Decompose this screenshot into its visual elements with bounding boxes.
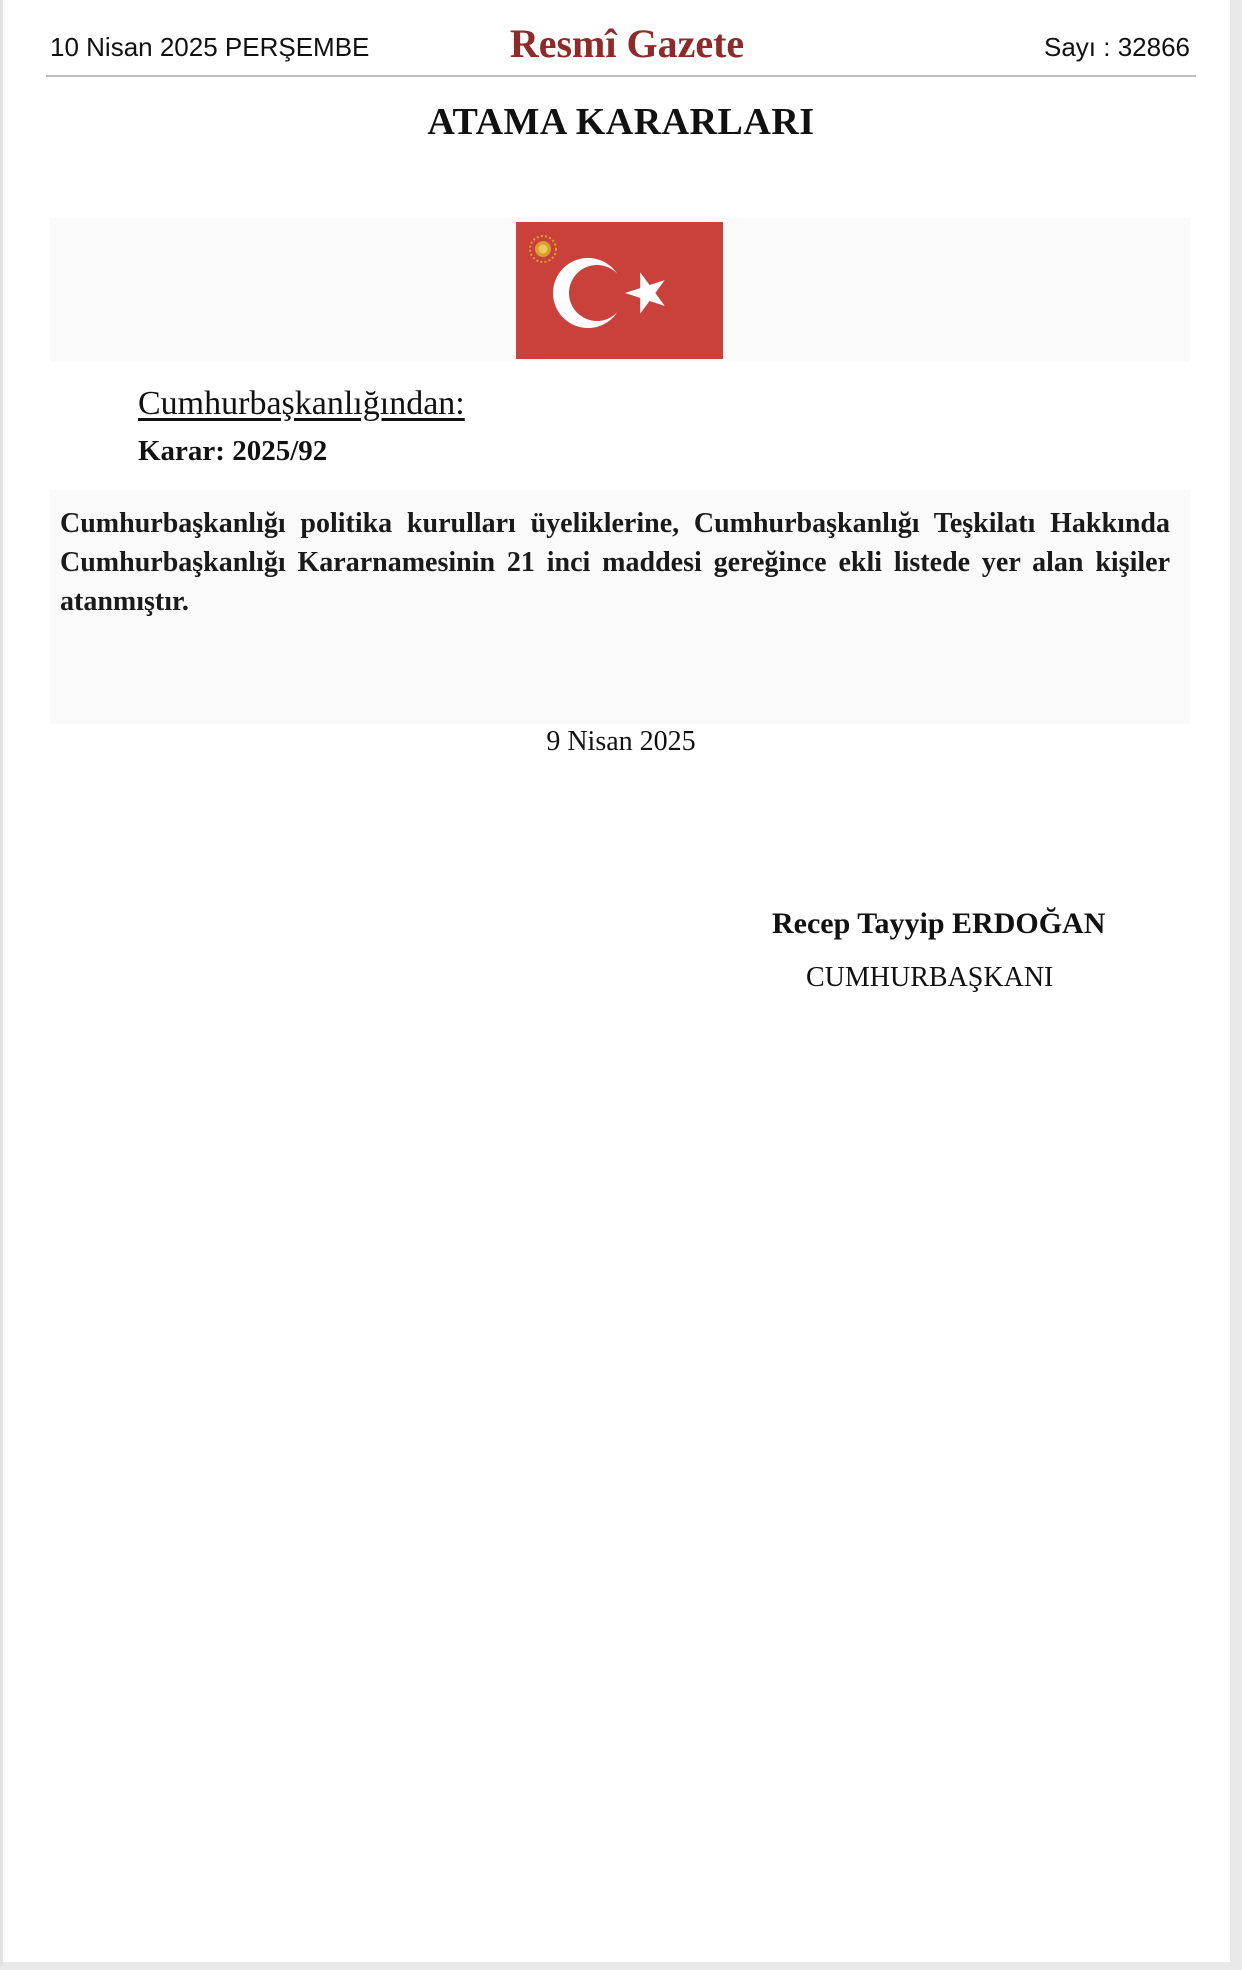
gazette-issue-number: Sayı : 32866 bbox=[1044, 32, 1190, 62]
signatory-title: CUMHURBAŞKANI bbox=[806, 962, 1054, 993]
decree-date: 9 Nisan 2025 bbox=[546, 726, 696, 757]
signatory-name: Recep Tayyip ERDOĞAN bbox=[772, 907, 1106, 940]
decision-number: Karar: 2025/92 bbox=[138, 435, 328, 467]
decree-issuer: Cumhurbaşkanlığından: bbox=[138, 385, 465, 422]
turkish-flag-presidential-seal-icon bbox=[516, 222, 723, 359]
section-title: ATAMA KARARLARI bbox=[427, 101, 815, 143]
header-divider bbox=[46, 75, 1196, 77]
gazette-masthead: Resmî Gazete bbox=[509, 21, 745, 66]
gazette-date: 10 Nisan 2025 PERŞEMBE bbox=[50, 32, 370, 62]
decree-body: Cumhurbaşkanlığı politika kurulları üyeliklerine, Cumhurbaşkanlığı Teşkilatı Hakkında Cumhurbaşkanlığı Kararnamesinin 21 inci maddesi gereğince ekli listede yer alan kişiler atanmıştır. bbox=[60, 508, 1170, 617]
